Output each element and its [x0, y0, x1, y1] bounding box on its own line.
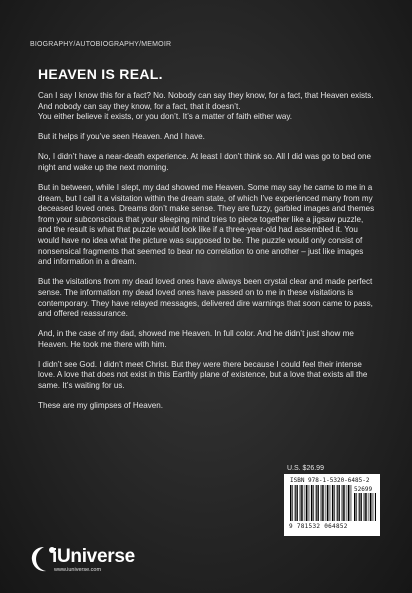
isbn-text: ISBN 978-1-5320-6485-2 [290, 477, 370, 484]
genre-label: BIOGRAPHY/AUTOBIOGRAPHY/MEMOIR [30, 41, 172, 48]
publisher-name: iUniverse [52, 546, 135, 567]
barcode [284, 474, 380, 536]
ean-digits: 9 781532 064852 [289, 523, 348, 530]
paragraph-8: These are my glimpses of Heaven. [38, 401, 164, 411]
price-label: U.S. $26.99 [287, 465, 324, 472]
publisher-url: www.iuniverse.com [54, 567, 102, 573]
headline: HEAVEN IS REAL. [38, 66, 163, 82]
paragraph-3: No, I didn’t have a near-death experience. At least I don’t think so. All I did was go to bed one night and wake up the next morning. [38, 152, 371, 172]
ean-barcode-bars [290, 485, 352, 521]
paragraph-1: Can I say I know this for a fact? No. Nobody can say they know, for a fact, that Heaven exists. And nobody can say they know, for a fact, that it doesn’t. You either believe it exists, or you don’t. It’s a matter of faith either way. [38, 91, 374, 122]
paragraph-7: I didn’t see God. I didn’t meet Christ. But they were there because I could feel their intense love. A love that does not exist in this Earthly plane of existence, but a love that exists all the same. It’s waiting for us. [38, 359, 368, 391]
price-code-text: 52699 [354, 486, 373, 493]
paragraph-2: But it helps if you’ve seen Heaven. And I have. [38, 132, 205, 142]
paragraph-6: And, in the case of my dad, showed me Heaven. In full color. And he didn’t just show me Heaven. He took me there with him. [38, 329, 354, 349]
publisher-logo [30, 545, 160, 575]
back-cover-copy [38, 66, 376, 421]
paragraph-4: But in between, while I slept, my dad showed me Heaven. Some may say he came to me in a dream, but I call it a visitation within the dream state, of which I’ve experienced many from my deceased loved ones. Dreams don’t make sense. They are fuzzy, garbled images and themes from your subconscious that your sleeping mind tries to piece together like a jigsaw puzzle, and the result is what that puzzle would look like if a three-year-old had assembled it. You would have no idea what the picture was supposed to be. The puzzle would only consist of nonsensical fragments that seemed to bear no correlation to one another – just like images and information in a dream. [38, 183, 375, 267]
addon-barcode-bars [354, 493, 376, 521]
paragraph-5: But the visitations from my dead loved ones have always been crystal clear and made perfect sense. The information my dead loved ones have passed on to me in these visitations is contemporary. They have relayed messages, delivered dire warnings that soon came to pass, and offered reassurance. [38, 277, 373, 319]
